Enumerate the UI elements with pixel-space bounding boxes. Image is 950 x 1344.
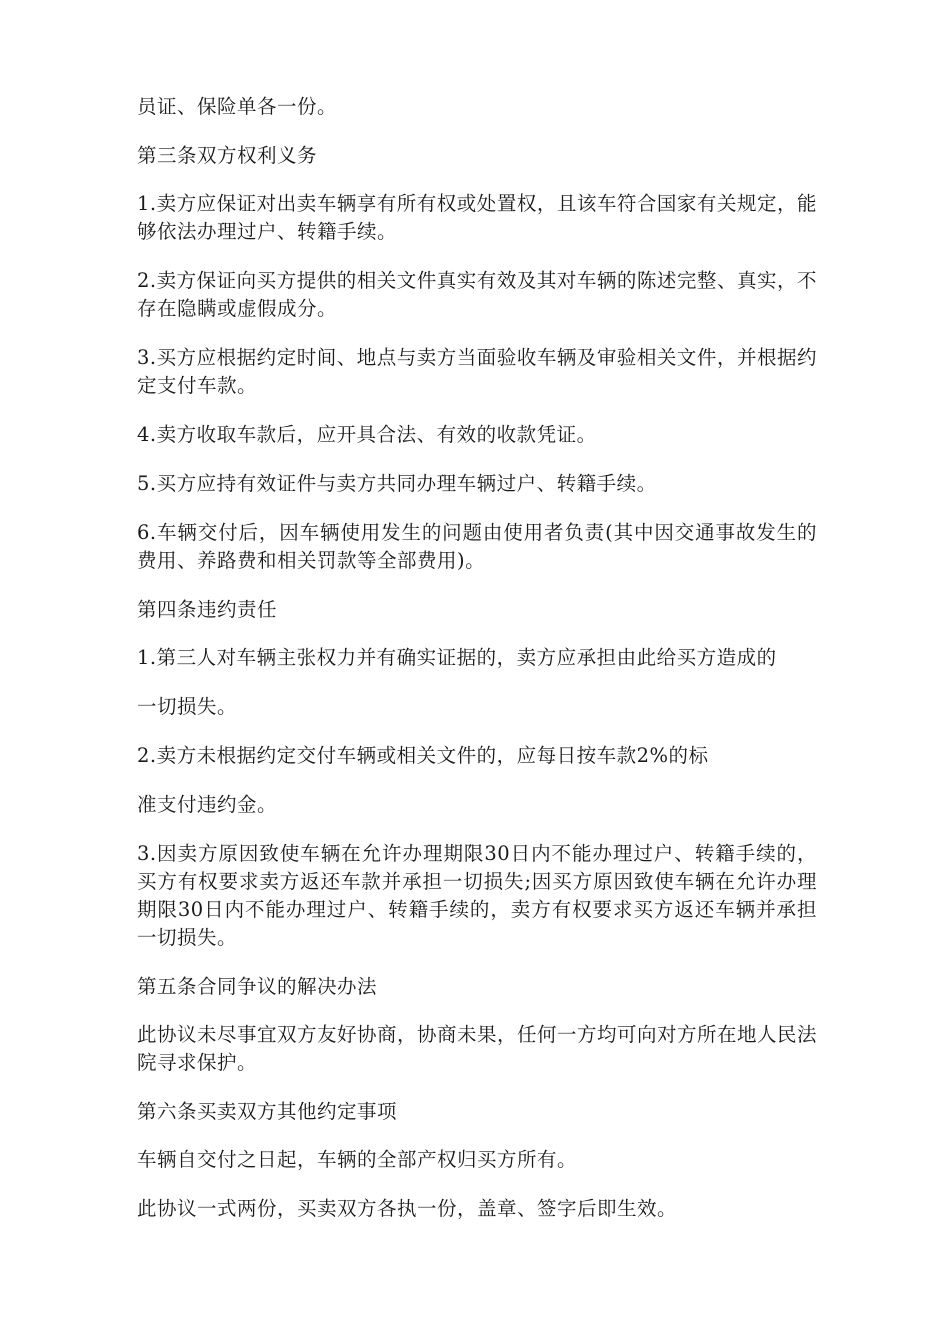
document-body [137, 93, 817, 1244]
clause-5-body: 此协议未尽事宜双方友好协商，协商未果，任何一方均可向对方所在地人民法院寻求保护。 [137, 1023, 818, 1074]
paragraph-continuation: 员证、保险单各一份。 [137, 95, 338, 118]
section-heading-article-4: 第四条违约责任 [137, 598, 278, 621]
clause-3-1: 1.卖方应保证对出卖车辆享有所有权或处置权，且该车符合国家有关规定，能够依法办理过户、转籍手续。 [137, 192, 817, 243]
clause-3-6: 6.车辆交付后，因车辆使用发生的问题由使用者负责(其中因交通事故发生的费用、养路费和相关罚款等全部费用)。 [137, 521, 817, 572]
clause-3-3: 3.买方应根据约定时间、地点与卖方当面验收车辆及审验相关文件，并根据约定支付车款。 [137, 346, 817, 397]
section-heading-article-5: 第五条合同争议的解决办法 [137, 975, 378, 998]
section-heading-article-6: 第六条买卖双方其他约定事项 [137, 1100, 398, 1123]
clause-6-2: 此协议一式两份，买卖双方各执一份，盖章、签字后即生效。 [137, 1197, 678, 1220]
clause-3-4: 4.卖方收取车款后，应开具合法、有效的收款凭证。 [137, 423, 597, 446]
clause-4-2: 2.卖方未根据约定交付车辆或相关文件的，应每日按车款2%的标 [137, 744, 709, 767]
clause-6-1: 车辆自交付之日起，车辆的全部产权归买方所有。 [137, 1148, 578, 1171]
section-heading-article-3: 第三条双方权利义务 [137, 144, 318, 167]
clause-3-2: 2.卖方保证向买方提供的相关文件真实有效及其对车辆的陈述完整、真实，不存在隐瞒或虚假成分。 [137, 269, 817, 320]
clause-4-2-continued: 准支付违约金。 [137, 793, 278, 816]
clause-3-5: 5.买方应持有效证件与卖方共同办理车辆过户、转籍手续。 [137, 472, 657, 495]
clause-4-1-continued: 一切损失。 [137, 695, 238, 718]
clause-4-1: 1.第三人对车辆主张权力并有确实证据的，卖方应承担由此给买方造成的 [137, 646, 777, 669]
clause-4-3: 3.因卖方原因致使车辆在允许办理期限30日内不能办理过户、转籍手续的，买方有权要求卖方返还车款并承担一切损失;因买方原因致使车辆在允许办理期限30日内不能办理过户、转籍手续的，卖方有权要求买方返还车辆并承担一切损失。 [137, 842, 817, 949]
